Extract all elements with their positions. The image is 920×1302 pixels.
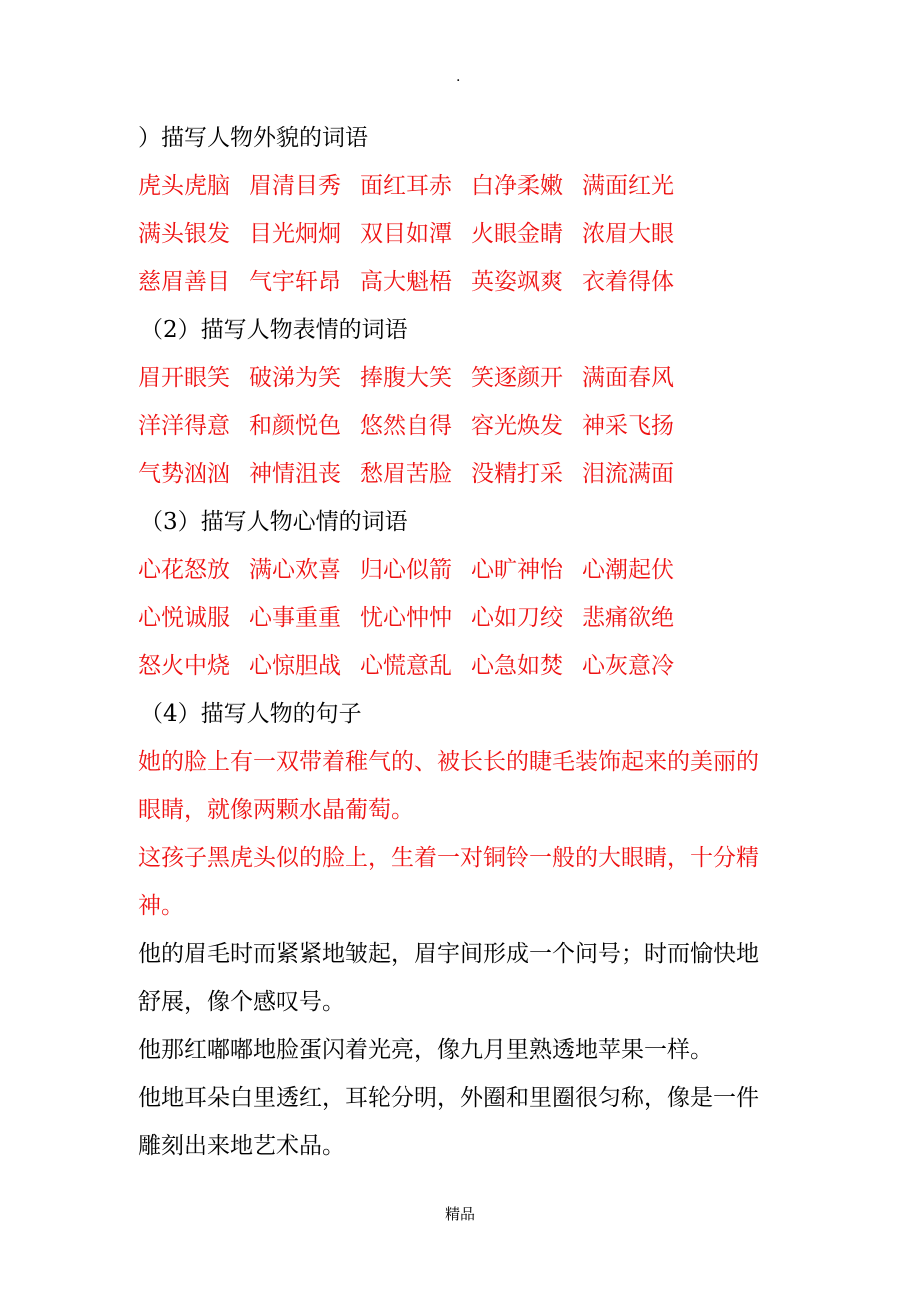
word: 满心欢喜: [249, 557, 341, 583]
sentence-paragraph: 她的脸上有一双带着稚气的、被长长的睫毛装饰起来的美丽的眼睛，就像两颗水晶葡萄。: [138, 749, 759, 823]
word: 满面春风: [582, 365, 674, 391]
sentence-paragraph: 他的眉毛时而紧紧地皱起，眉宇间形成一个问号；时而愉快地舒展，像个感叹号。: [138, 941, 759, 1015]
header-mark: .: [456, 69, 461, 85]
word-row: [138, 594, 778, 642]
word: 心惊胆战: [249, 653, 341, 679]
sentence-paragraph: 这孩子黑虎头似的脸上，生着一对铜铃一般的大眼睛，十分精神。: [138, 845, 759, 919]
word-row: [138, 546, 778, 594]
sentence-paragraph: 他地耳朵白里透红，耳轮分明，外圈和里圈很匀称，像是一件雕刻出来地艺术品。: [138, 1085, 759, 1159]
section-heading-sentences: （4）描写人物的句子: [140, 701, 362, 727]
word: 忧心忡忡: [360, 605, 452, 631]
word: 怒火中烧: [138, 653, 230, 679]
word: 火眼金睛: [471, 221, 563, 247]
word: 和颜悦色: [249, 413, 341, 439]
word: 心事重重: [249, 605, 341, 631]
word-row: [138, 258, 778, 306]
word: 心如刀绞: [471, 605, 563, 631]
word: 心慌意乱: [360, 653, 452, 679]
word: 眉开眼笑: [138, 365, 230, 391]
word: 心灰意冷: [582, 653, 674, 679]
word-row: [138, 450, 778, 498]
word: 笑逐颜开: [471, 365, 563, 391]
word-row: [138, 642, 778, 690]
word: 悠然自得: [360, 413, 452, 439]
word: 衣着得体: [582, 269, 674, 295]
word-row: [138, 210, 778, 258]
word: 浓眉大眼: [582, 221, 674, 247]
word: 白净柔嫩: [471, 173, 563, 199]
word: 心悦诚服: [138, 605, 230, 631]
sentence-paragraph: 他那红嘟嘟地脸蛋闪着光亮，像九月里熟透地苹果一样。: [138, 1037, 713, 1063]
word: 神情沮丧: [249, 461, 341, 487]
word: 满面红光: [582, 173, 674, 199]
word: 气势汹汹: [138, 461, 230, 487]
word: 高大魁梧: [360, 269, 452, 295]
word: 心潮起伏: [582, 557, 674, 583]
word: 面红耳赤: [360, 173, 452, 199]
word-row: [138, 402, 778, 450]
section-heading-mood: （3）描写人物心情的词语: [140, 509, 408, 535]
word: 心旷神怡: [471, 557, 563, 583]
word: 眉清目秀: [249, 173, 341, 199]
word: 愁眉苦脸: [360, 461, 452, 487]
word: 心急如焚: [471, 653, 563, 679]
word: 满头银发: [138, 221, 230, 247]
word: 虎头虎脑: [138, 173, 230, 199]
word: 心花怒放: [138, 557, 230, 583]
word: 泪流满面: [582, 461, 674, 487]
word: 洋洋得意: [138, 413, 230, 439]
word: 破涕为笑: [249, 365, 341, 391]
page-footer: 精品: [444, 1205, 475, 1223]
word: 气宇轩昂: [249, 269, 341, 295]
word: 悲痛欲绝: [582, 605, 674, 631]
word-row: [138, 162, 778, 210]
word: 神采飞扬: [582, 413, 674, 439]
section-heading-appearance: ）描写人物外貌的词语: [138, 125, 368, 151]
word: 捧腹大笑: [360, 365, 452, 391]
word: 目光炯炯: [249, 221, 341, 247]
word: 容光焕发: [471, 413, 563, 439]
word: 双目如潭: [360, 221, 452, 247]
word: 归心似箭: [360, 557, 452, 583]
word-row: [138, 354, 778, 402]
word: 慈眉善目: [138, 269, 230, 295]
word: 没精打采: [471, 461, 563, 487]
word: 英姿飒爽: [471, 269, 563, 295]
document-content: [138, 114, 778, 1170]
section-heading-expression: （2）描写人物表情的词语: [140, 317, 408, 343]
